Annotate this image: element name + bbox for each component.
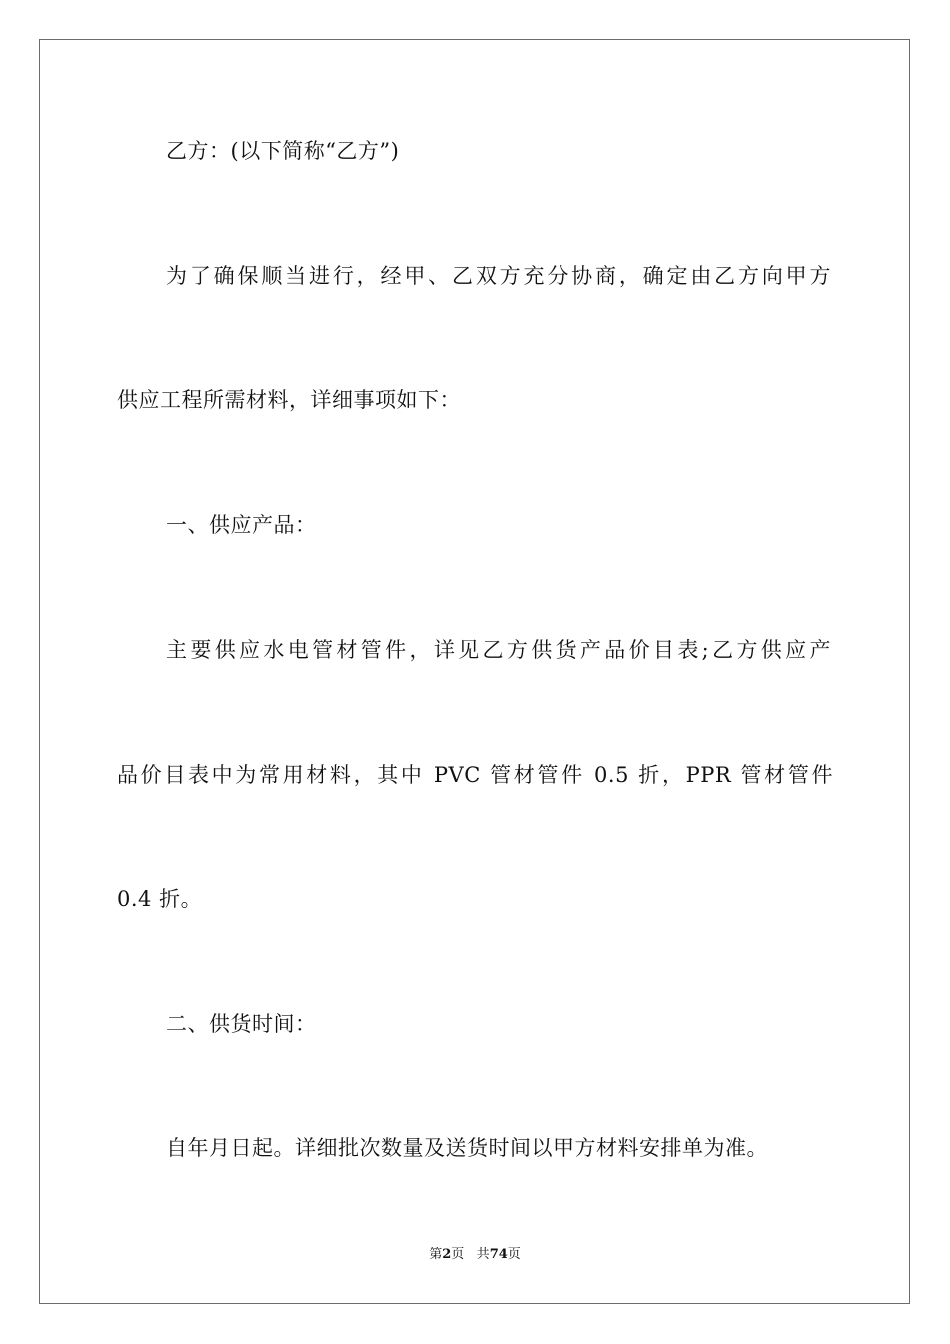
footer-total-prefix: 共 xyxy=(476,1247,490,1262)
footer-page-prefix: 第 xyxy=(429,1247,443,1262)
intro-paragraph-line-1: 为了确保顺当进行，经甲、乙双方充分协商，确定由乙方向甲方 xyxy=(166,264,831,288)
page-border xyxy=(39,39,910,1304)
section-2-paragraph: 自年月日起。详细批次数量及送货时间以甲方材料安排单为准。 xyxy=(166,1136,768,1160)
party-b-line: 乙方：(以下简称“乙方”) xyxy=(166,139,400,163)
page-footer xyxy=(0,1246,950,1264)
section-1-paragraph-line-2: 品价目表中为常用材料，其中 PVC 管材管件 0.5 折，PPR 管材管件 xyxy=(117,763,833,787)
footer-total-suffix: 页 xyxy=(507,1247,521,1262)
footer-page-number: 2 xyxy=(442,1247,452,1262)
intro-paragraph-line-2: 供应工程所需材料，详细事项如下： xyxy=(117,388,461,412)
footer-total-pages: 74 xyxy=(489,1247,508,1262)
section-1-paragraph-line-3: 0.4 折。 xyxy=(117,887,203,911)
section-1-heading: 一、供应产品： xyxy=(166,513,317,537)
section-1-paragraph-line-1: 主要供应水电管材管件，详见乙方供货产品价目表;乙方供应产 xyxy=(166,638,831,662)
footer-page-suffix: 页 xyxy=(451,1247,465,1262)
section-2-heading: 二、供货时间： xyxy=(166,1012,317,1036)
